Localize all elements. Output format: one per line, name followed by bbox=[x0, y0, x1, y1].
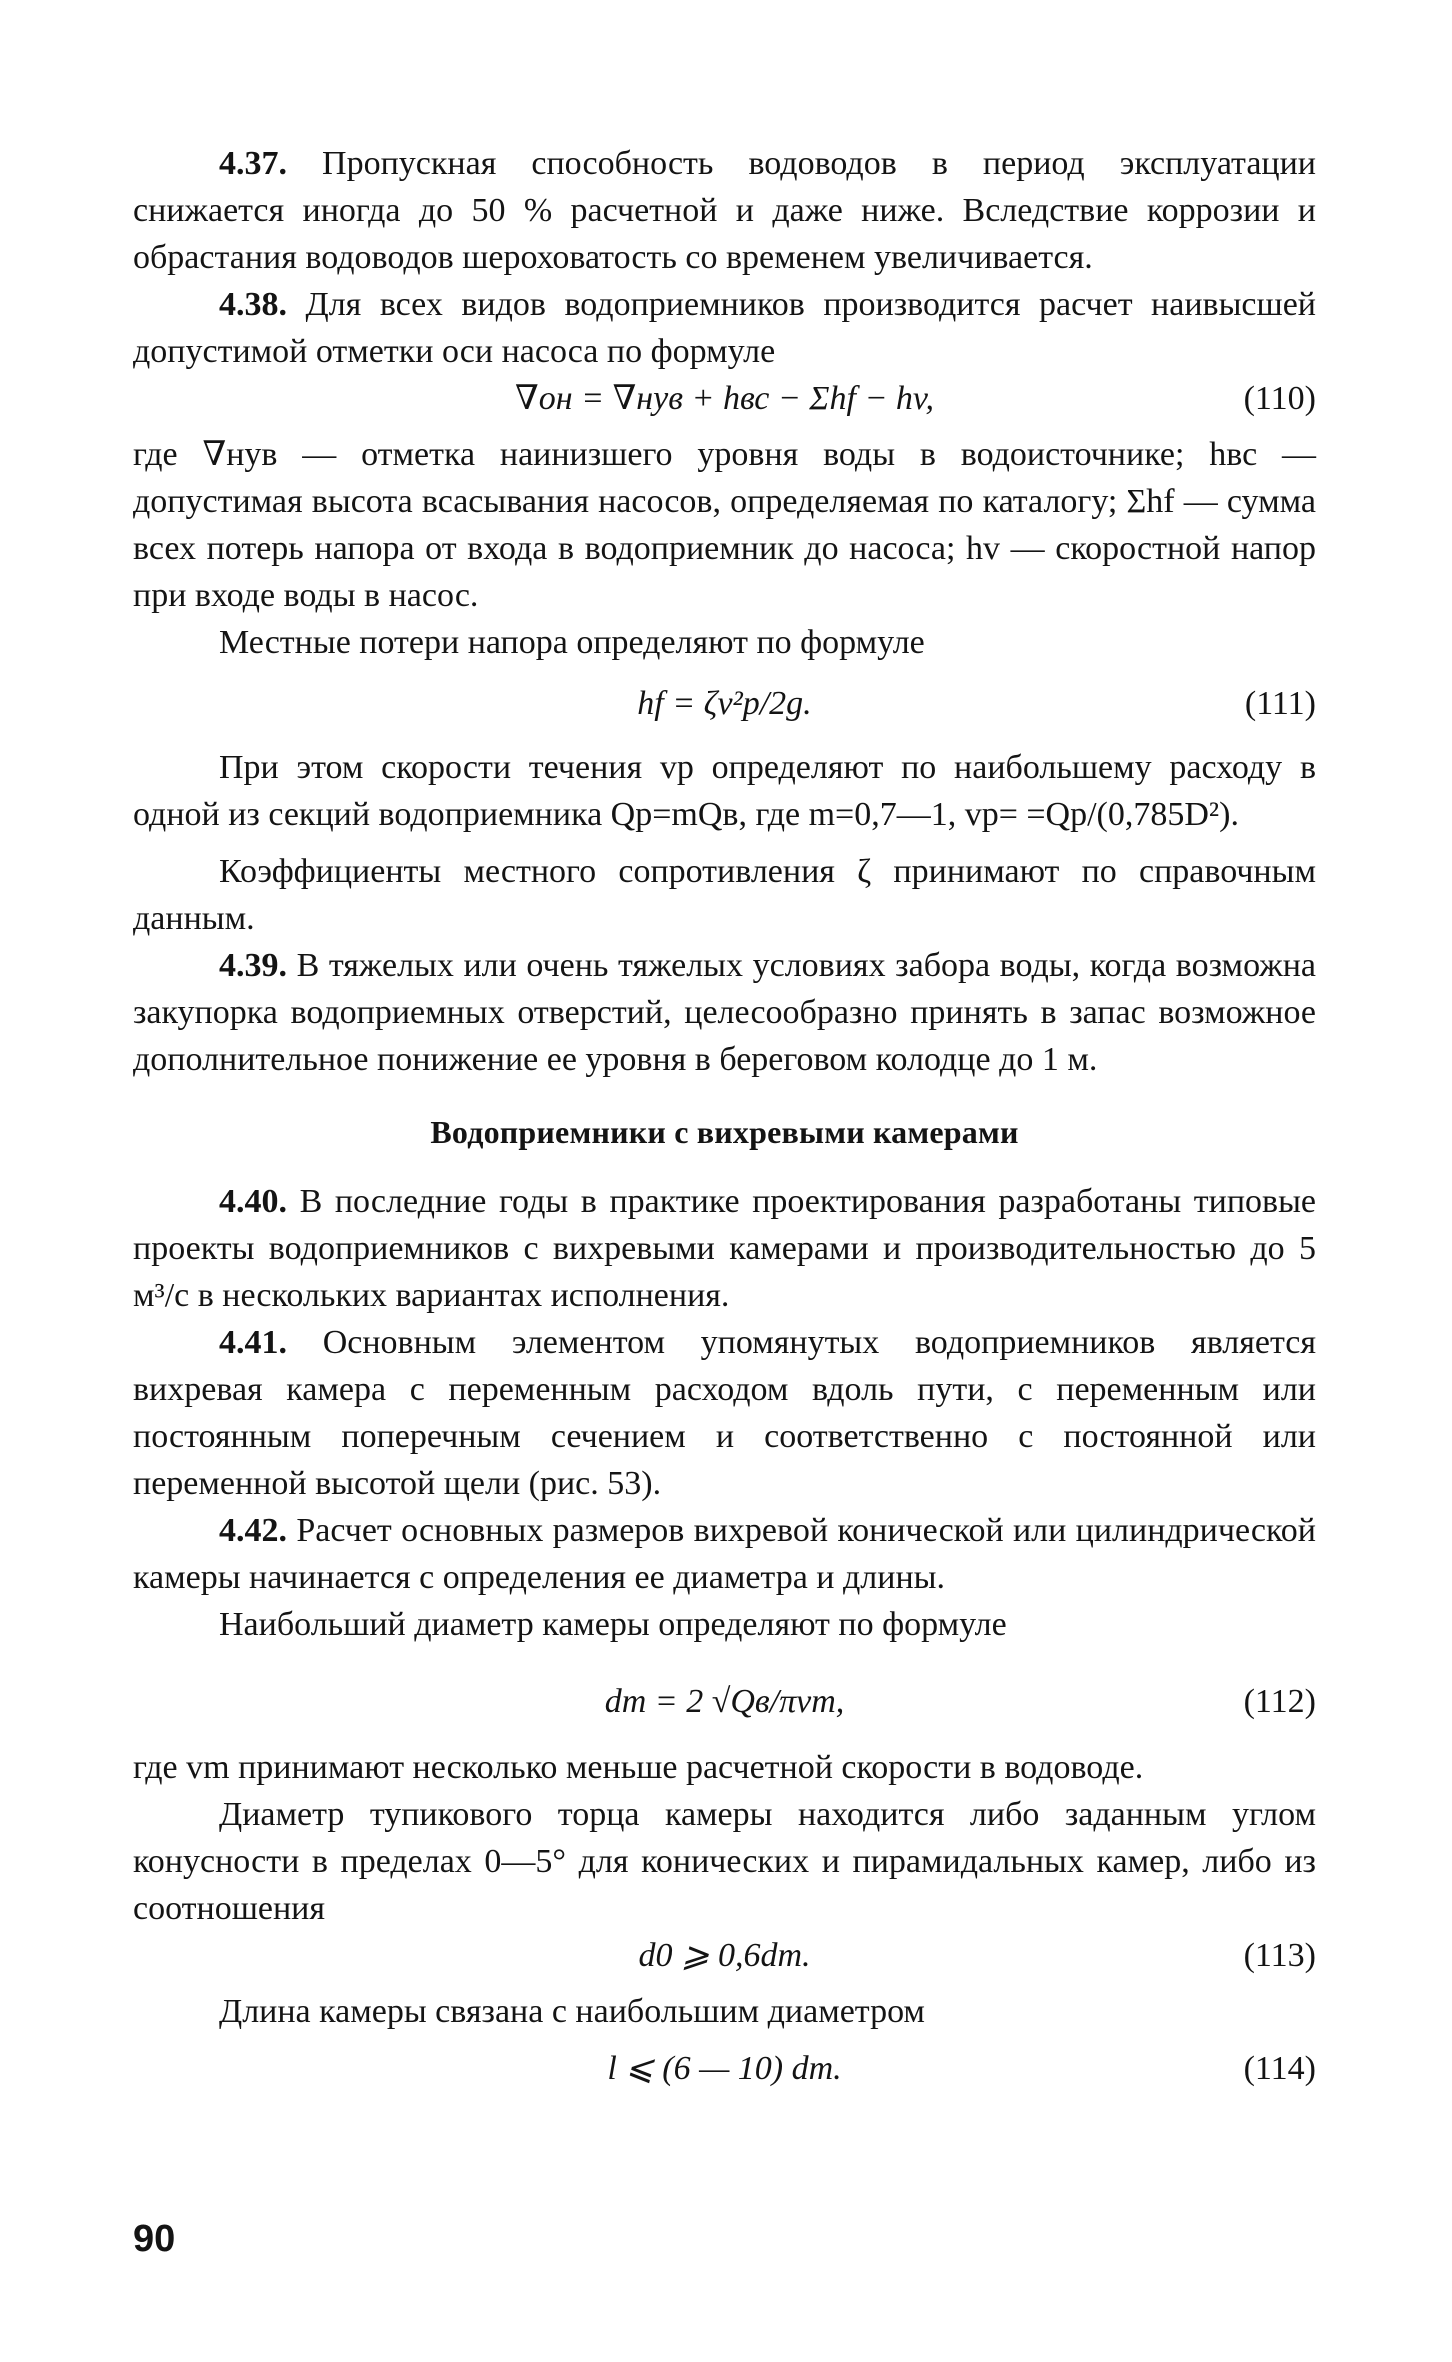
paragraph-number: 4.38. bbox=[219, 286, 287, 323]
formula: dm = 2 √Qв/πvm, bbox=[604, 1683, 845, 1720]
paragraph-text: Основным элементом упомянутых водоприемников является вихревая камера с переменным расходом вдоль пути, с переменным или постоянным поперечным сечением и соответственно с постоянной или переменной высотой щели (рис. 53). bbox=[133, 1324, 1316, 1502]
paragraph-4-38 bbox=[133, 281, 1316, 375]
paragraph-number: 4.40. bbox=[219, 1183, 287, 1220]
text-column bbox=[133, 140, 1316, 2097]
local-losses-text: Местные потери напора определяют по формуле bbox=[219, 624, 925, 661]
paragraph-text: В последние годы в практике проектирования разработаны типовые проекты водоприемников с вихревыми камерами и производительностью до 5 м³/с в нескольких вариантах исполнения. bbox=[133, 1183, 1317, 1314]
paragraph-4-41 bbox=[133, 1319, 1316, 1507]
equation-112-legend: где vm принимают несколько меньше расчетной скорости в водоводе. bbox=[133, 1749, 1144, 1786]
formula: l ⩽ (6 — 10) dm. bbox=[607, 2050, 842, 2087]
formula: d0 ⩾ 0,6dm. bbox=[638, 1937, 811, 1974]
equation-111 bbox=[133, 666, 1316, 744]
dead-end-text: Диаметр тупикового торца камеры находится либо заданным углом конусности в пределах 0—5° для конических и пирамидальных камер, либо из соотношения bbox=[133, 1796, 1316, 1927]
equation-number: (114) bbox=[1243, 2050, 1316, 2087]
formula: hf = ζv²р/2g. bbox=[637, 685, 812, 722]
max-diameter-text: Наибольший диаметр камеры определяют по формуле bbox=[219, 1606, 1007, 1643]
paragraph-number: 4.42. bbox=[219, 1512, 287, 1549]
coefficients-text: Коэффициенты местного сопротивления ζ принимают по справочным данным. bbox=[133, 853, 1316, 937]
paragraph-text: В тяжелых или очень тяжелых условиях забора воды, когда возможна закупорка водоприемных отверстий, целесообразно принять в запас возможное дополнительное понижение ее уровня в береговом колодце до 1 м. bbox=[133, 947, 1317, 1078]
paragraph-text: Для всех видов водоприемников производится расчет наивысшей допустимой отметки оси насоса по формуле bbox=[133, 286, 1316, 370]
equation-110-legend: где ∇нув — отметка наинизшего уровня воды в водоисточнике; hвс — допустимая высота всасывания насосов, определяемая по каталогу; Σhf — сумма всех потерь напора от входа в водоприемник до насоса; hv — скоростной напор при входе воды в насос. bbox=[133, 436, 1316, 614]
equation-number: (113) bbox=[1243, 1937, 1316, 1974]
paragraph-4-37 bbox=[133, 140, 1316, 281]
speeds-text: При этом скорости течения vр определяют по наибольшему расходу в одной из секций водоприемника Qр=mQв, где m=0,7—1, vр= =Qр/(0,785D²). bbox=[133, 749, 1316, 833]
section-heading: Водоприемники с вихревыми камерами bbox=[430, 1114, 1019, 1150]
formula: ∇он = ∇нув + hвс − Σhf − hv, bbox=[515, 380, 934, 417]
paragraph-4-42 bbox=[133, 1507, 1316, 1601]
equation-number: (111) bbox=[1244, 685, 1316, 722]
equation-number: (112) bbox=[1243, 1683, 1316, 1720]
equation-number: (110) bbox=[1243, 380, 1316, 417]
paragraph-number: 4.39. bbox=[219, 947, 287, 984]
page-number: 90 bbox=[133, 2218, 176, 2260]
equation-112 bbox=[133, 1648, 1316, 1744]
length-text: Длина камеры связана с наибольшим диаметром bbox=[219, 1993, 925, 2030]
paragraph-text: Расчет основных размеров вихревой конической или цилиндрической камеры начинается с определения ее диаметра и длины. bbox=[133, 1512, 1316, 1596]
equation-110 bbox=[133, 375, 1316, 431]
paragraph-number: 4.37. bbox=[219, 145, 287, 182]
paragraph-text: Пропускная способность водоводов в период эксплуатации снижается иногда до 50 % расчетной и даже ниже. Вследствие коррозии и обрастания водоводов шероховатость со временем увеличивается. bbox=[133, 145, 1316, 276]
equation-113 bbox=[133, 1932, 1316, 1988]
paragraph-4-39 bbox=[133, 942, 1316, 1083]
paragraph-number: 4.41. bbox=[219, 1324, 287, 1361]
paragraph-4-40 bbox=[133, 1178, 1316, 1319]
equation-114 bbox=[133, 2035, 1316, 2097]
